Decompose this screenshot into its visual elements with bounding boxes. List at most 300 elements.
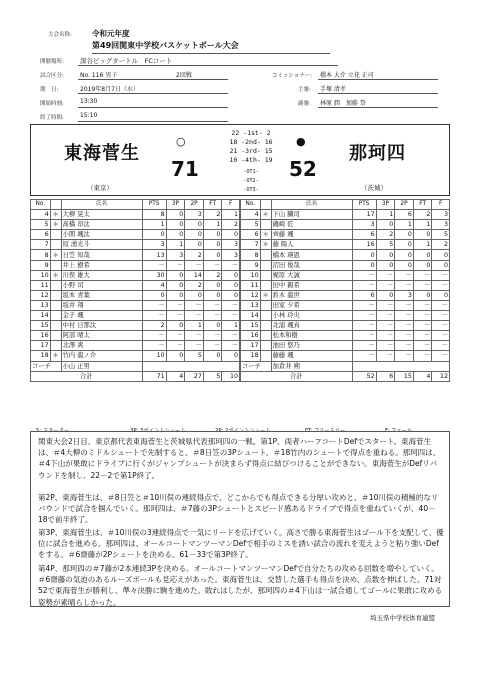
player-2p: － — [395, 280, 414, 290]
player-3p: － — [376, 321, 395, 331]
starter-mark — [50, 321, 61, 331]
event-title: 第49回関東中学校バスケットボール大会 — [92, 41, 239, 50]
away-player-row — [241, 250, 450, 260]
player-name: 小林 玲央 — [271, 311, 352, 321]
report-paragraph-4: 第4P、那珂四の＃7藤が2本連続3Pを決める。オールコートマンツーマンDefで自分たちの攻める回数を増やしていく。＃6齋藤の気迫のあるルーズボールも見応えがあった。東海菅生は、交替した選手も得点を決め、点数を伸ばした。71対52で東海菅生が勝利し、準々決勝に駒を進めた。敗れはしたが、那珂四の＃4下山は一試合通してゴールに果敢に攻める姿勢が素晴らしかった。 — [38, 564, 443, 607]
player-3p: 1 — [166, 240, 185, 250]
coach-label: コーチ — [31, 361, 62, 371]
player-3p: － — [166, 300, 185, 310]
starter-mark: ＊ — [260, 240, 271, 250]
player-fouls: 0 — [432, 260, 450, 270]
away-player-row — [241, 210, 450, 220]
home-player-row — [31, 331, 240, 341]
player-pts: － — [142, 311, 166, 321]
player-number: 4 — [31, 210, 51, 220]
home-coach-name: 小山 正男 — [61, 361, 142, 371]
q4-score: 10 -4th- 19 — [229, 156, 273, 164]
away-player-row — [241, 341, 450, 351]
game-no: No. 116 男子 — [80, 72, 118, 79]
away-player-row — [241, 321, 450, 331]
coach-label: コーチ — [241, 361, 272, 371]
player-name: 小野 司 — [61, 280, 142, 290]
player-ft: － — [413, 270, 432, 280]
player-2p: 0 — [185, 240, 204, 250]
player-pts: － — [352, 300, 376, 310]
starter-mark — [50, 331, 61, 341]
player-number: 9 — [31, 260, 51, 270]
player-2p: － — [185, 300, 204, 310]
player-fouls: － — [432, 341, 450, 351]
start-label: 開始時刻: — [40, 101, 64, 107]
legend-ft: FT: フリースロー — [305, 428, 346, 434]
starter-mark — [260, 280, 271, 290]
player-ft: 0 — [203, 250, 222, 260]
home-player-row — [31, 270, 240, 280]
player-3p: － — [376, 280, 395, 290]
col-no: No. — [31, 200, 51, 210]
player-3p: － — [166, 260, 185, 270]
report-paragraph-3: 第3P、東海菅生は、＃10川俣の3連続得点で一気にリードを広げていく。高さで勝る東海菅生はゴール下を支配して、優位に試合を進める。那珂四は、オールコートマンツーマンDefで相手のミスを誘い試合の流れを変えようと粘り強いDefをする。＃6齋藤が2Pシュートを決める。61－33で第3P終了。 — [38, 528, 444, 560]
player-3p: 0 — [166, 270, 185, 280]
player-pts: 17 — [352, 210, 376, 220]
player-fouls: 3 — [432, 220, 450, 230]
player-number: 13 — [241, 300, 261, 310]
player-number: 12 — [31, 290, 51, 300]
player-2p: 5 — [185, 351, 204, 361]
player-number: 17 — [241, 341, 261, 351]
footer-org: 埼玉県中学校体育連盟 — [370, 614, 435, 622]
player-number: 15 — [241, 321, 261, 331]
away-stats-table — [240, 199, 450, 382]
away-total-pts: 52 — [352, 371, 376, 381]
player-3p: － — [376, 351, 395, 361]
venue-label: 開催場所: — [40, 59, 64, 65]
player-name: 田家 夕希 — [271, 300, 352, 310]
away-total-2p: 15 — [395, 371, 414, 381]
start-time: 13:30 — [80, 98, 98, 105]
player-pts: － — [352, 311, 376, 321]
away-player-row — [241, 280, 450, 290]
player-number: 10 — [241, 270, 261, 280]
player-name: 鈴木 龍世 — [271, 290, 352, 300]
event-line1: 令和元年度 — [92, 29, 130, 38]
player-fouls: 2 — [432, 240, 450, 250]
player-name: 北澤 爽 — [61, 341, 142, 351]
home-table-header — [31, 200, 240, 210]
player-2p: 2 — [185, 280, 204, 290]
player-pts: － — [352, 321, 376, 331]
player-number: 18 — [31, 351, 51, 361]
player-name: 中村 日那汰 — [61, 321, 142, 331]
legend-f: F: ファール — [385, 428, 413, 434]
away-player-row — [241, 230, 450, 240]
player-2p: － — [395, 331, 414, 341]
player-number: 15 — [31, 321, 51, 331]
player-ft: － — [203, 341, 222, 351]
player-pts: 0 — [352, 250, 376, 260]
game-no-label: 試合区分: — [40, 73, 64, 79]
away-player-row — [241, 290, 450, 300]
player-name: 藤 陽人 — [271, 240, 352, 250]
date-label: 期 日: — [40, 87, 59, 93]
player-ft: 0 — [203, 351, 222, 361]
player-fouls: 3 — [432, 210, 450, 220]
col-name: 氏名 — [61, 200, 142, 210]
home-total-2p: 27 — [185, 371, 204, 381]
ot3-score: -OT3- — [243, 187, 259, 193]
col-pts: PTS — [142, 200, 166, 210]
player-number: 8 — [31, 250, 51, 260]
player-fouls: － — [432, 351, 450, 361]
player-2p: 0 — [185, 290, 204, 300]
player-name: 小関 颯汰 — [61, 230, 142, 240]
col-2p: 2P — [395, 200, 414, 210]
player-3p: 0 — [376, 290, 395, 300]
starter-mark — [260, 341, 271, 351]
player-2p: 1 — [395, 220, 414, 230]
player-number: 9 — [241, 260, 261, 270]
player-3p: － — [166, 331, 185, 341]
col-ft: FT — [413, 200, 432, 210]
starter-mark: ＊ — [260, 230, 271, 240]
player-fouls: － — [432, 331, 450, 341]
away-player-row — [241, 240, 450, 250]
player-3p: 2 — [376, 230, 395, 240]
player-3p: 0 — [166, 351, 185, 361]
player-fouls: － — [222, 341, 240, 351]
q3-score: 21 -3rd- 15 — [229, 147, 273, 155]
player-number: 6 — [31, 230, 51, 240]
player-2p: 0 — [395, 250, 414, 260]
starter-mark: ＊ — [50, 210, 61, 220]
player-number: 16 — [241, 331, 261, 341]
player-name: 下山 臓司 — [271, 210, 352, 220]
player-2p: － — [395, 270, 414, 280]
player-number: 16 — [31, 331, 51, 341]
starter-mark — [50, 311, 61, 321]
player-pts: － — [142, 260, 166, 270]
player-ft: 2 — [413, 210, 432, 220]
home-total-3p: 4 — [166, 371, 185, 381]
starter-mark: ＊ — [50, 351, 61, 361]
player-name: 坂本 青葉 — [61, 290, 142, 300]
player-pts: － — [352, 331, 376, 341]
player-fouls: 1 — [222, 321, 240, 331]
player-ft: 2 — [203, 270, 222, 280]
player-name: 齊藤 颯 — [271, 230, 352, 240]
player-pts: 0 — [142, 290, 166, 300]
starter-mark: ＊ — [260, 290, 271, 300]
home-player-row — [31, 260, 240, 270]
player-fouls: 0 — [222, 351, 240, 361]
player-ft: － — [203, 311, 222, 321]
away-score: 52 — [289, 157, 317, 181]
starter-mark — [260, 260, 271, 270]
starter-mark: ＊ — [50, 250, 61, 260]
player-2p: 0 — [395, 260, 414, 270]
player-3p: － — [376, 270, 395, 280]
starter-mark: ＊ — [50, 270, 61, 280]
player-2p: － — [185, 341, 204, 351]
starter-mark — [50, 280, 61, 290]
player-name: 磯崎 匠 — [271, 220, 352, 230]
home-total-pts: 71 — [142, 371, 166, 381]
home-coach-row — [31, 361, 240, 371]
player-ft: 0 — [203, 280, 222, 290]
player-2p: 0 — [185, 230, 204, 240]
player-number: 6 — [241, 230, 261, 240]
player-name: 松本和樹 — [271, 331, 352, 341]
legend-3p: 3P: 3ポイントシュート — [130, 428, 186, 434]
player-pts: 4 — [142, 280, 166, 290]
player-3p: 0 — [166, 280, 185, 290]
home-win-marker: ○ — [176, 135, 186, 148]
player-pts: － — [352, 280, 376, 290]
starter-mark — [260, 270, 271, 280]
player-2p: － — [395, 351, 414, 361]
col-ft: FT — [203, 200, 222, 210]
col-name: 氏名 — [271, 200, 352, 210]
starter-mark — [260, 311, 271, 321]
player-fouls: 0 — [222, 230, 240, 240]
player-ft: 0 — [413, 260, 432, 270]
col-3p: 3P — [166, 200, 185, 210]
player-2p: 0 — [395, 230, 414, 240]
starter-mark — [260, 331, 271, 341]
away-player-row — [241, 351, 450, 361]
home-team-name: 東海菅生 — [64, 143, 140, 164]
away-total-row — [241, 371, 450, 381]
player-3p: 0 — [376, 220, 395, 230]
player-pts: 16 — [352, 240, 376, 250]
player-number: 12 — [241, 290, 261, 300]
home-total-f: 10 — [222, 371, 240, 381]
end-label: 終了時間: — [40, 115, 64, 121]
player-number: 8 — [241, 250, 261, 260]
home-player-row — [31, 280, 240, 290]
player-name: 藤藤 颯 — [271, 351, 352, 361]
player-ft: 1 — [413, 220, 432, 230]
player-ft: 0 — [203, 230, 222, 240]
starter-mark: ＊ — [50, 220, 61, 230]
player-fouls: － — [222, 300, 240, 310]
col-f: F — [222, 200, 240, 210]
player-2p: 0 — [185, 220, 204, 230]
player-name: 梶原 大誠 — [271, 270, 352, 280]
player-ft: － — [413, 300, 432, 310]
ot2-score: -OT2- — [243, 178, 259, 184]
player-fouls: 0 — [222, 290, 240, 300]
player-name: 金子 颯 — [61, 311, 142, 321]
starter-mark — [50, 240, 61, 250]
player-ft: － — [413, 341, 432, 351]
umpire: 林原 潤 加藤 祭 — [320, 100, 366, 107]
date: 2019年8月7日（水） — [80, 86, 139, 93]
player-3p: 0 — [376, 260, 395, 270]
player-3p: － — [376, 300, 395, 310]
player-fouls: 0 — [222, 270, 240, 280]
player-pts: 6 — [352, 230, 376, 240]
player-fouls: － — [432, 270, 450, 280]
player-ft: 2 — [203, 210, 222, 220]
player-2p: 2 — [185, 250, 204, 260]
player-pts: － — [352, 341, 376, 351]
home-player-row — [31, 311, 240, 321]
home-player-row — [31, 210, 240, 220]
ot1-score: -OT1- — [243, 169, 259, 175]
player-number: 7 — [31, 240, 51, 250]
player-ft: － — [413, 280, 432, 290]
player-2p: 3 — [395, 290, 414, 300]
player-ft: 0 — [413, 290, 432, 300]
player-2p: 0 — [395, 240, 414, 250]
player-pts: － — [142, 331, 166, 341]
player-3p: － — [376, 311, 395, 321]
player-name: 髙橋 昂汰 — [61, 220, 142, 230]
player-fouls: 0 — [432, 250, 450, 260]
player-ft: 0 — [203, 290, 222, 300]
player-3p: 5 — [376, 240, 395, 250]
player-name: 北浦 颯真 — [271, 321, 352, 331]
player-2p: － — [395, 311, 414, 321]
player-number: 11 — [241, 280, 261, 290]
player-pts: － — [142, 341, 166, 351]
starter-mark — [260, 300, 271, 310]
starter-mark — [260, 321, 271, 331]
col-2p: 2P — [185, 200, 204, 210]
player-ft: － — [413, 311, 432, 321]
player-fouls: 0 — [432, 290, 450, 300]
player-fouls: － — [432, 311, 450, 321]
player-fouls: － — [432, 300, 450, 310]
player-ft: － — [203, 260, 222, 270]
player-fouls: － — [432, 321, 450, 331]
player-name: 阿部 晴太 — [61, 331, 142, 341]
venue: 深谷ビッグタートル FCコート — [80, 57, 173, 65]
player-2p: 14 — [185, 270, 204, 280]
player-number: 5 — [31, 220, 51, 230]
player-name: 原 湧光斗 — [61, 240, 142, 250]
total-label: 合計 — [31, 371, 143, 381]
q2-score: 18 -2nd- 16 — [229, 138, 273, 146]
player-pts: 13 — [142, 250, 166, 260]
away-player-row — [241, 331, 450, 341]
player-pts: 3 — [352, 220, 376, 230]
player-3p: 0 — [376, 250, 395, 260]
home-score: 71 — [171, 157, 199, 181]
player-name: 日笠 知哉 — [61, 250, 142, 260]
player-name: 大柳 晃太 — [61, 210, 142, 220]
score-box — [30, 124, 450, 196]
player-3p: 0 — [166, 321, 185, 331]
starter-mark — [50, 341, 61, 351]
home-total-row — [31, 371, 240, 381]
player-pts: 1 — [142, 220, 166, 230]
player-name: 坂井 翔 — [61, 300, 142, 310]
away-total-ft: 4 — [413, 371, 432, 381]
player-fouls: 0 — [222, 280, 240, 290]
home-player-row — [31, 341, 240, 351]
round: 2回戦 — [176, 72, 192, 79]
total-label: 合計 — [241, 371, 353, 381]
starter-mark — [50, 300, 61, 310]
home-total-ft: 5 — [203, 371, 222, 381]
quarter-scores — [211, 129, 291, 193]
player-3p: 0 — [166, 230, 185, 240]
player-2p: 1 — [185, 321, 204, 331]
player-pts: 3 — [142, 240, 166, 250]
starter-mark — [50, 260, 61, 270]
player-pts: － — [352, 351, 376, 361]
home-player-row — [31, 321, 240, 331]
player-ft: 0 — [413, 230, 432, 240]
legend-starter: S: スターター — [36, 428, 70, 434]
player-2p: － — [395, 300, 414, 310]
player-number: 10 — [31, 270, 51, 280]
player-number: 14 — [31, 311, 51, 321]
player-name: 井上 樹希 — [61, 260, 142, 270]
home-player-row — [31, 290, 240, 300]
player-2p: － — [185, 331, 204, 341]
away-team-pref: （茨城） — [361, 184, 387, 192]
player-ft: 0 — [203, 240, 222, 250]
home-team-pref: （東京） — [87, 184, 113, 192]
away-player-row — [241, 220, 450, 230]
away-coach-row — [241, 361, 450, 371]
player-ft: 1 — [413, 240, 432, 250]
player-fouls: 2 — [222, 220, 240, 230]
away-total-3p: 6 — [376, 371, 395, 381]
event-label: 大会名称: — [48, 32, 72, 38]
player-number: 14 — [241, 311, 261, 321]
player-3p: － — [376, 341, 395, 351]
end-time: 15:10 — [80, 112, 98, 119]
report-paragraph-1: 関東大会2日目、東京都代表東海菅生と茨城県代表那珂四の一戦。第1P、両者ハーフコートDefでスタート。東海菅生は、＃4大柳のミドルシュートで先制すると、＃8日笠の3Pシュート、＃18竹内のシュートで得点を重ねる。那珂四は、＃4下山が果敢にドライブに行くがジャンプシュートが決まらず得点に結びつけることができない。東海菅生がDefリバウンドを制し、22－2で第1P終了。 — [38, 437, 441, 480]
player-pts: 0 — [352, 260, 376, 270]
player-2p: － — [395, 321, 414, 331]
player-2p: 6 — [395, 210, 414, 220]
player-number: 7 — [241, 240, 261, 250]
player-ft: － — [203, 331, 222, 341]
player-3p: 3 — [166, 250, 185, 260]
player-ft: － — [413, 351, 432, 361]
player-number: 11 — [31, 280, 51, 290]
player-pts: － — [352, 270, 376, 280]
player-fouls: － — [222, 331, 240, 341]
player-number: 17 — [31, 341, 51, 351]
player-3p: － — [166, 341, 185, 351]
starter-mark — [260, 351, 271, 361]
home-player-row — [31, 300, 240, 310]
player-pts: 6 — [352, 290, 376, 300]
player-fouls: － — [432, 280, 450, 290]
col-pts: PTS — [352, 200, 376, 210]
player-name: 橋本 瑛恩 — [271, 250, 352, 260]
away-player-row — [241, 270, 450, 280]
home-player-row — [31, 220, 240, 230]
player-2p: － — [185, 311, 204, 321]
player-fouls: － — [222, 311, 240, 321]
player-2p: － — [185, 260, 204, 270]
player-3p: 0 — [166, 220, 185, 230]
player-fouls: 5 — [432, 230, 450, 240]
player-fouls: 3 — [222, 240, 240, 250]
commissioner-label: コミッショナー: — [272, 73, 313, 79]
player-pts: 8 — [142, 210, 166, 220]
player-pts: 2 — [142, 321, 166, 331]
referee-label: 主審: — [298, 87, 311, 93]
player-name: 田中 親希 — [271, 280, 352, 290]
